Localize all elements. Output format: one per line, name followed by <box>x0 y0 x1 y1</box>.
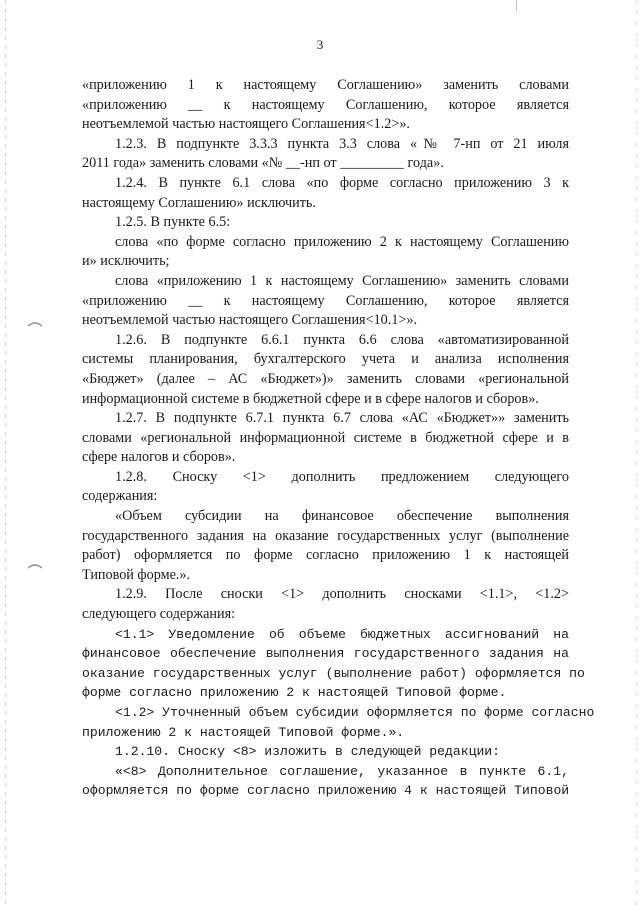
text-line: слова «приложению 1 к настоящему Соглашению» заменить словами <box>115 272 569 289</box>
scan-top-mark <box>516 0 517 10</box>
text-line: содержания: <box>82 488 158 505</box>
text-line: настоящему Соглашению» исключить. <box>82 194 316 211</box>
text-line: и» исключить; <box>82 253 170 270</box>
text-line: финансовое обеспечение выполнения государственного задания на <box>82 646 569 662</box>
scan-right-edge <box>636 0 637 905</box>
text-line: 1.2.3. В подпункте 3.3.3 пункта 3.3 слова «№ 7-нп от 21 июля <box>115 135 569 152</box>
text-line: неотъемлемой частью настоящего Соглашения<1.2>». <box>82 116 410 133</box>
binding-hole-mark <box>28 563 42 569</box>
text-line: форме согласно приложению 2 к настоящей Типовой форме. <box>82 685 507 701</box>
text-line: «приложению 1 к настоящему Соглашению» заменить словами <box>82 77 569 93</box>
binding-hole-mark <box>28 321 42 327</box>
text-line: Типовой форме.». <box>82 566 191 583</box>
text-line: следующего содержания: <box>82 606 236 623</box>
text-line: слова «по форме согласно приложению 2 к настоящему Соглашению <box>115 233 569 250</box>
text-line: «приложению __ к настоящему Соглашению, которое является <box>82 292 569 309</box>
text-line: 2011 года» заменить словами «№ __-нп от _________ года». <box>82 155 444 172</box>
text-line: 1.2.6. В подпункте 6.6.1 пункта 6.6 слова «автоматизированной <box>115 331 569 348</box>
text-line: государственного задания на оказание государственных услуг (выполнение <box>82 527 569 544</box>
text-line: «приложению __ к настоящему Соглашению, которое является <box>82 96 569 113</box>
text-line: 1.2.5. В пункте 6.5: <box>115 214 231 231</box>
text-line: оформляется по форме согласно приложению 4 к настоящей Типовой <box>82 783 570 799</box>
scan-left-edge <box>5 0 6 905</box>
text-line: 1.2.7. В подпункте 6.7.1 пункта 6.7 слова «АС «Бюджет»» заменить <box>115 410 569 427</box>
text-line: словами «региональной информационной системе в бюджетной сфере и в <box>82 429 569 446</box>
text-line: 1.2.8. Сноску <1> дополнить предложением следующего <box>115 468 569 485</box>
text-line: 1.2.10. Сноску <8> изложить в следующей редакции: <box>115 744 501 760</box>
text-line: сфере налогов и сборов». <box>82 449 236 466</box>
text-line: информационной системе в бюджетной сфере и в сфере налогов и сборов». <box>82 390 539 407</box>
text-line: «<8> Дополнительное соглашение, указанное в пункте 6.1, <box>115 763 569 779</box>
text-line: неотъемлемой частью настоящего Соглашения<10.1>». <box>82 312 418 329</box>
page-number: 3 <box>316 37 324 52</box>
text-line: 1.2.4. В пункте 6.1 слова «по форме согласно приложению 3 к <box>115 174 569 191</box>
text-line: 1.2.9. После сноски <1> дополнить сносками <1.1>, <1.2> <box>115 586 569 603</box>
text-line: <1.2> Уточненный объем субсидии оформляется по форме согласно <box>115 705 595 720</box>
text-line: оказание государственных услуг (выполнение работ) оформляется по <box>82 665 585 681</box>
text-line: приложению 2 к настоящей Типовой форме.». <box>82 724 405 740</box>
document-body <box>82 76 595 801</box>
text-line: «Объем субсидии на финансовое обеспечение выполнения <box>115 508 569 525</box>
text-line: работ) оформляется по форме согласно приложению 1 к настоящей <box>82 547 569 564</box>
text-line: «Бюджет» (далее – АС «Бюджет»)» заменить словами «региональной <box>82 370 569 387</box>
text-line: <1.1> Уведомление об объеме бюджетных ассигнований на <box>115 626 569 642</box>
text-line: системы планирования, бухгалтерского учета и анализа исполнения <box>82 351 569 368</box>
